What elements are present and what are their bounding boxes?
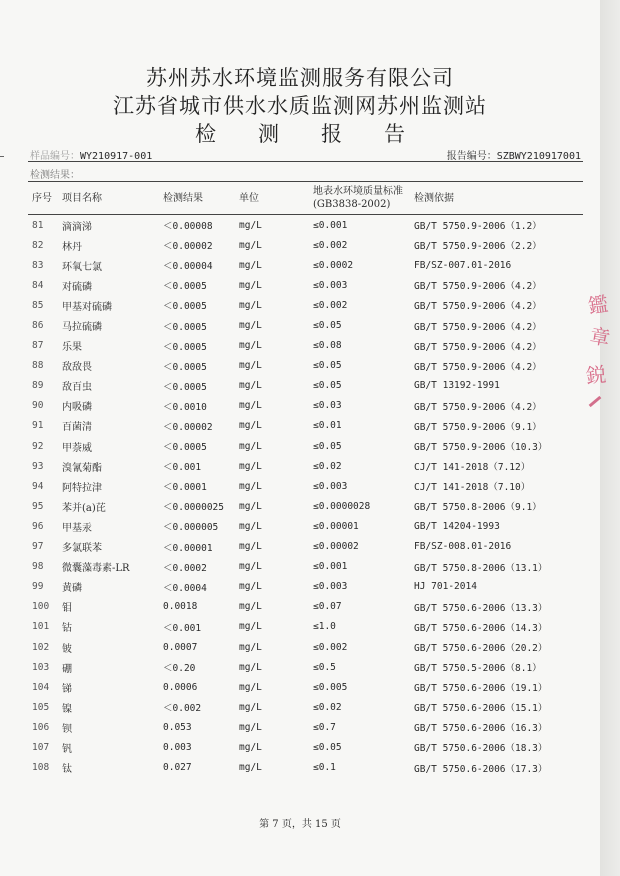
cell-standard: ≤0.01: [313, 420, 342, 432]
cell-method: FB/SZ-007.01-2016: [414, 259, 512, 271]
cell-method: GB/T 5750.8-2006（13.1）: [414, 562, 548, 574]
table-row: [28, 275, 583, 295]
report-title-char: 测: [258, 122, 279, 146]
cell-result: ＜0.0005: [163, 321, 207, 333]
cell-standard: ≤0.02: [313, 460, 342, 472]
cell-item-name: 乐果: [62, 342, 82, 354]
cell-item-name: 黄磷: [62, 583, 82, 595]
cell-result: ＜0.00008: [163, 221, 213, 233]
page-number: 第 7 页，共 15 页: [259, 819, 341, 830]
cell-no: 103: [32, 661, 50, 673]
cell-standard: ≤0.001: [313, 561, 348, 573]
cell-item-name: 对硫磷: [62, 281, 92, 293]
cell-standard: ≤0.02: [313, 701, 342, 713]
cell-method: GB/T 5750.9-2006（4.2）: [414, 321, 542, 333]
cell-result: 0.0006: [163, 681, 198, 693]
table-header-row: [28, 182, 583, 215]
cell-unit: mg/L: [239, 279, 262, 291]
table-row: [28, 235, 583, 255]
cell-method: GB/T 5750.9-2006（1.2）: [414, 221, 542, 233]
cell-standard: ≤0.002: [313, 641, 348, 653]
cell-unit: mg/L: [239, 561, 262, 573]
cell-unit: mg/L: [239, 641, 262, 653]
cell-item-name: 钒: [62, 743, 72, 755]
cell-unit: mg/L: [239, 541, 262, 553]
cell-item-name: 甲萘威: [62, 442, 92, 454]
cell-standard: ≤1.0: [313, 621, 336, 633]
sample-number-label: 样品编号：: [30, 151, 80, 162]
cell-method: GB/T 14204-1993: [414, 520, 500, 532]
cell-method: GB/T 5750.6-2006（15.1）: [414, 703, 548, 715]
cell-no: 99: [32, 581, 44, 593]
cell-no: 92: [32, 440, 44, 452]
cell-item-name: 内吸磷: [62, 402, 92, 414]
seal-stamp: [584, 291, 612, 412]
cell-item-name: 溴氰菊酯: [62, 462, 102, 474]
cell-result: ＜0.002: [163, 703, 202, 715]
cell-standard: ≤0.00002: [313, 541, 359, 553]
col-header-item: 项目名称: [58, 182, 159, 215]
cell-method: GB/T 5750.9-2006（10.3）: [414, 442, 548, 454]
cell-result: ＜0.000005: [163, 522, 219, 534]
report-number-label: 报告编号：: [446, 151, 497, 162]
cell-no: 101: [32, 621, 50, 633]
results-heading: 检测结果：: [30, 170, 80, 181]
cell-item-name: 锑: [62, 683, 72, 695]
cell-result: 0.0007: [163, 641, 198, 653]
cell-method: HJ 701-2014: [414, 581, 477, 593]
col-header-standard: 地表水环境质量标准(GB3838-2002): [309, 182, 410, 215]
cell-method: GB/T 5750.9-2006（2.2）: [414, 241, 542, 253]
cell-result: ＜0.0005: [163, 281, 207, 293]
table-row: [28, 537, 583, 557]
cell-result: ＜0.0005: [163, 341, 207, 353]
cell-item-name: 多氯联苯: [62, 543, 102, 555]
seal-char: 章: [588, 323, 612, 351]
cell-result: 0.0018: [163, 601, 198, 613]
cell-no: 81: [32, 219, 44, 231]
report-title-char: 检: [195, 122, 216, 146]
cell-unit: mg/L: [239, 762, 262, 774]
cell-no: 106: [32, 721, 50, 733]
cell-item-name: 钡: [62, 723, 72, 735]
table-row: [28, 697, 583, 717]
cell-unit: mg/L: [239, 581, 262, 593]
cell-no: 100: [32, 601, 50, 613]
page-edge: [600, 0, 620, 876]
cell-standard: ≤0.05: [313, 440, 342, 452]
sample-number-value: WY210917-001: [80, 151, 153, 162]
cell-no: 89: [32, 380, 44, 392]
cell-unit: mg/L: [239, 701, 262, 713]
cell-method: GB/T 5750.6-2006（17.3）: [414, 763, 548, 775]
table-row: [28, 215, 583, 236]
cell-standard: ≤0.003: [313, 581, 348, 593]
sample-number: [30, 147, 152, 162]
cell-unit: mg/L: [239, 420, 262, 432]
cell-result: 0.027: [163, 762, 192, 774]
cell-result: ＜0.00002: [163, 241, 213, 253]
cell-result: ＜0.0005: [163, 381, 207, 393]
cell-unit: mg/L: [239, 721, 262, 733]
cell-item-name: 镍: [62, 703, 72, 715]
table-row: [28, 476, 583, 496]
cell-item-name: 环氧七氯: [62, 261, 102, 273]
cell-no: 98: [32, 561, 44, 573]
table-row: [28, 295, 583, 315]
cell-standard: ≤0.03: [313, 400, 342, 412]
table-row: [28, 617, 583, 637]
table-row: [28, 717, 583, 737]
cell-result: ＜0.0005: [163, 442, 207, 454]
cell-no: 91: [32, 420, 44, 432]
cell-item-name: 钛: [62, 764, 72, 776]
cell-result: ＜0.0010: [163, 401, 207, 413]
cell-unit: mg/L: [239, 741, 262, 753]
table-row: [28, 376, 583, 396]
cell-method: FB/SZ-008.01-2016: [414, 541, 512, 553]
cell-unit: mg/L: [239, 460, 262, 472]
cell-standard: ≤0.0000028: [313, 500, 371, 512]
cell-unit: mg/L: [239, 380, 262, 392]
cell-no: 105: [32, 701, 50, 713]
cell-no: 95: [32, 500, 44, 512]
col-header-method: 检测依据: [410, 182, 583, 215]
cell-no: 107: [32, 741, 50, 753]
cell-item-name: 钼: [62, 603, 72, 615]
seal-char: 鑑: [586, 291, 610, 319]
cell-standard: ≤0.05: [313, 360, 342, 372]
cell-item-name: 微囊藻毒素-LR: [62, 563, 130, 575]
table-row: [28, 677, 583, 697]
cell-result: ＜0.0001: [163, 482, 207, 494]
table-row: [28, 416, 583, 436]
cell-no: 97: [32, 541, 44, 553]
cell-item-name: 林丹: [62, 241, 82, 253]
cell-item-name: 硼: [62, 663, 72, 675]
cell-unit: mg/L: [239, 299, 262, 311]
cell-method: GB/T 5750.6-2006（20.2）: [414, 643, 548, 655]
cell-no: 88: [32, 360, 44, 372]
col-header-no: 序号: [28, 182, 58, 215]
report-number: [447, 147, 581, 162]
cell-result: ＜0.0005: [163, 301, 207, 313]
cell-result: ＜0.001: [163, 462, 202, 474]
table-row: [28, 637, 583, 657]
table-row: [28, 737, 583, 757]
cell-no: 84: [32, 279, 44, 291]
cell-no: 102: [32, 641, 50, 653]
cell-no: 82: [32, 239, 44, 251]
cell-standard: ≤0.002: [313, 239, 348, 251]
cell-method: CJ/T 141-2018（7.12）: [414, 462, 531, 474]
cell-method: GB/T 5750.9-2006（9.1）: [414, 421, 542, 433]
cell-method: CJ/T 141-2018（7.10）: [414, 482, 531, 494]
cell-standard: ≤0.0002: [313, 259, 354, 271]
cell-standard: ≤0.08: [313, 340, 342, 352]
cell-result: ＜0.00001: [163, 542, 213, 554]
cell-unit: mg/L: [239, 340, 262, 352]
seal-stroke: [589, 396, 602, 407]
table-row: [28, 436, 583, 456]
cell-result: ＜0.001: [163, 622, 202, 634]
table-row: [28, 336, 583, 356]
cell-no: 85: [32, 299, 44, 311]
cell-method: GB/T 5750.9-2006（4.2）: [414, 361, 542, 373]
cell-standard: ≤0.7: [313, 721, 336, 733]
cell-method: GB/T 5750.9-2006（4.2）: [414, 281, 542, 293]
cell-no: 90: [32, 400, 44, 412]
report-title-char: 告: [384, 122, 405, 146]
cell-method: GB/T 5750.5-2006（8.1）: [414, 663, 542, 675]
cell-method: GB/T 5750.6-2006（16.3）: [414, 723, 548, 735]
cell-item-name: 敌百虫: [62, 382, 92, 394]
cell-unit: mg/L: [239, 621, 262, 633]
cell-no: 83: [32, 259, 44, 271]
cell-item-name: 阿特拉津: [62, 482, 102, 494]
cell-method: GB/T 5750.9-2006（4.2）: [414, 401, 542, 413]
cell-standard: ≤0.005: [313, 681, 348, 693]
cell-unit: mg/L: [239, 239, 262, 251]
cell-unit: mg/L: [239, 400, 262, 412]
cell-method: GB/T 5750.8-2006（9.1）: [414, 502, 542, 514]
table-row: [28, 557, 583, 577]
table-row: [28, 255, 583, 275]
cell-unit: mg/L: [239, 360, 262, 372]
cell-no: 104: [32, 681, 50, 693]
cell-item-name: 百菌清: [62, 422, 92, 434]
cell-result: 0.053: [163, 721, 192, 733]
cell-item-name: 敌敌畏: [62, 362, 92, 374]
cell-standard: ≤0.05: [313, 320, 342, 332]
table-row: [28, 758, 583, 778]
cell-method: GB/T 13192-1991: [414, 380, 500, 392]
cell-unit: mg/L: [239, 601, 262, 613]
cell-result: ＜0.20: [163, 663, 196, 675]
cell-method: GB/T 5750.6-2006（19.1）: [414, 683, 548, 695]
cell-unit: mg/L: [239, 500, 262, 512]
cell-item-name: 甲基对硫磷: [62, 301, 112, 313]
cell-result: ＜0.00004: [163, 261, 213, 273]
table-row: [28, 396, 583, 416]
cell-standard: ≤0.05: [313, 380, 342, 392]
cell-standard: ≤0.00001: [313, 520, 359, 532]
cell-no: 86: [32, 320, 44, 332]
cell-result: ＜0.00002: [163, 421, 213, 433]
cell-no: 94: [32, 480, 44, 492]
table-row: [28, 577, 583, 597]
cell-result: ＜0.0000025: [163, 502, 224, 514]
cell-item-name: 马拉硫磷: [62, 322, 102, 334]
cell-item-name: 甲基汞: [62, 522, 92, 534]
cell-item-name: 铍: [62, 643, 72, 655]
cell-unit: mg/L: [239, 440, 262, 452]
cell-unit: mg/L: [239, 661, 262, 673]
cell-standard: ≤0.003: [313, 480, 348, 492]
cell-unit: mg/L: [239, 520, 262, 532]
table-row: [28, 315, 583, 335]
table-row: [28, 597, 583, 617]
table-row: [28, 356, 583, 376]
col-header-unit: 单位: [235, 182, 309, 215]
cell-method: GB/T 5750.9-2006（4.2）: [414, 341, 542, 353]
cell-result: ＜0.0004: [163, 582, 207, 594]
cell-method: GB/T 5750.9-2006（4.2）: [414, 301, 542, 313]
org-name-line1: 苏州苏水环境监测服务有限公司: [146, 66, 454, 90]
cell-standard: ≤0.002: [313, 299, 348, 311]
cell-standard: ≤0.1: [313, 762, 336, 774]
cell-method: GB/T 5750.6-2006（18.3）: [414, 743, 548, 755]
results-table: [28, 182, 583, 778]
cell-unit: mg/L: [239, 480, 262, 492]
cell-result: 0.003: [163, 741, 192, 753]
cell-item-name: 滴滴涕: [62, 221, 92, 233]
cell-item-name: 苯并(a)芘: [62, 502, 106, 514]
report-meta: [28, 145, 583, 162]
cell-no: 108: [32, 762, 50, 774]
report-title-char: 报: [321, 122, 342, 146]
cell-standard: ≤0.07: [313, 601, 342, 613]
cell-result: ＜0.0005: [163, 361, 207, 373]
cell-no: 96: [32, 520, 44, 532]
cell-standard: ≤0.5: [313, 661, 336, 673]
margin-mark: [0, 156, 4, 157]
cell-standard: ≤0.05: [313, 741, 342, 753]
cell-unit: mg/L: [239, 259, 262, 271]
table-row: [28, 456, 583, 476]
cell-standard: ≤0.001: [313, 219, 348, 231]
report-number-value: SZBWY210917001: [496, 151, 581, 162]
cell-no: 87: [32, 340, 44, 352]
table-row: [28, 496, 583, 516]
table-row: [28, 657, 583, 677]
org-name-line2: 江苏省城市供水水质监测网苏州监测站: [113, 94, 487, 118]
cell-method: GB/T 5750.6-2006（13.3）: [414, 602, 548, 614]
cell-unit: mg/L: [239, 320, 262, 332]
col-header-result: 检测结果: [159, 182, 235, 215]
seal-char: 鋭: [584, 362, 608, 388]
report-title: [0, 118, 600, 148]
cell-result: ＜0.0002: [163, 562, 207, 574]
cell-unit: mg/L: [239, 219, 262, 231]
cell-item-name: 钴: [62, 623, 72, 635]
cell-unit: mg/L: [239, 681, 262, 693]
table-row: [28, 516, 583, 536]
cell-standard: ≤0.003: [313, 279, 348, 291]
cell-no: 93: [32, 460, 44, 472]
cell-method: GB/T 5750.6-2006（14.3）: [414, 622, 548, 634]
